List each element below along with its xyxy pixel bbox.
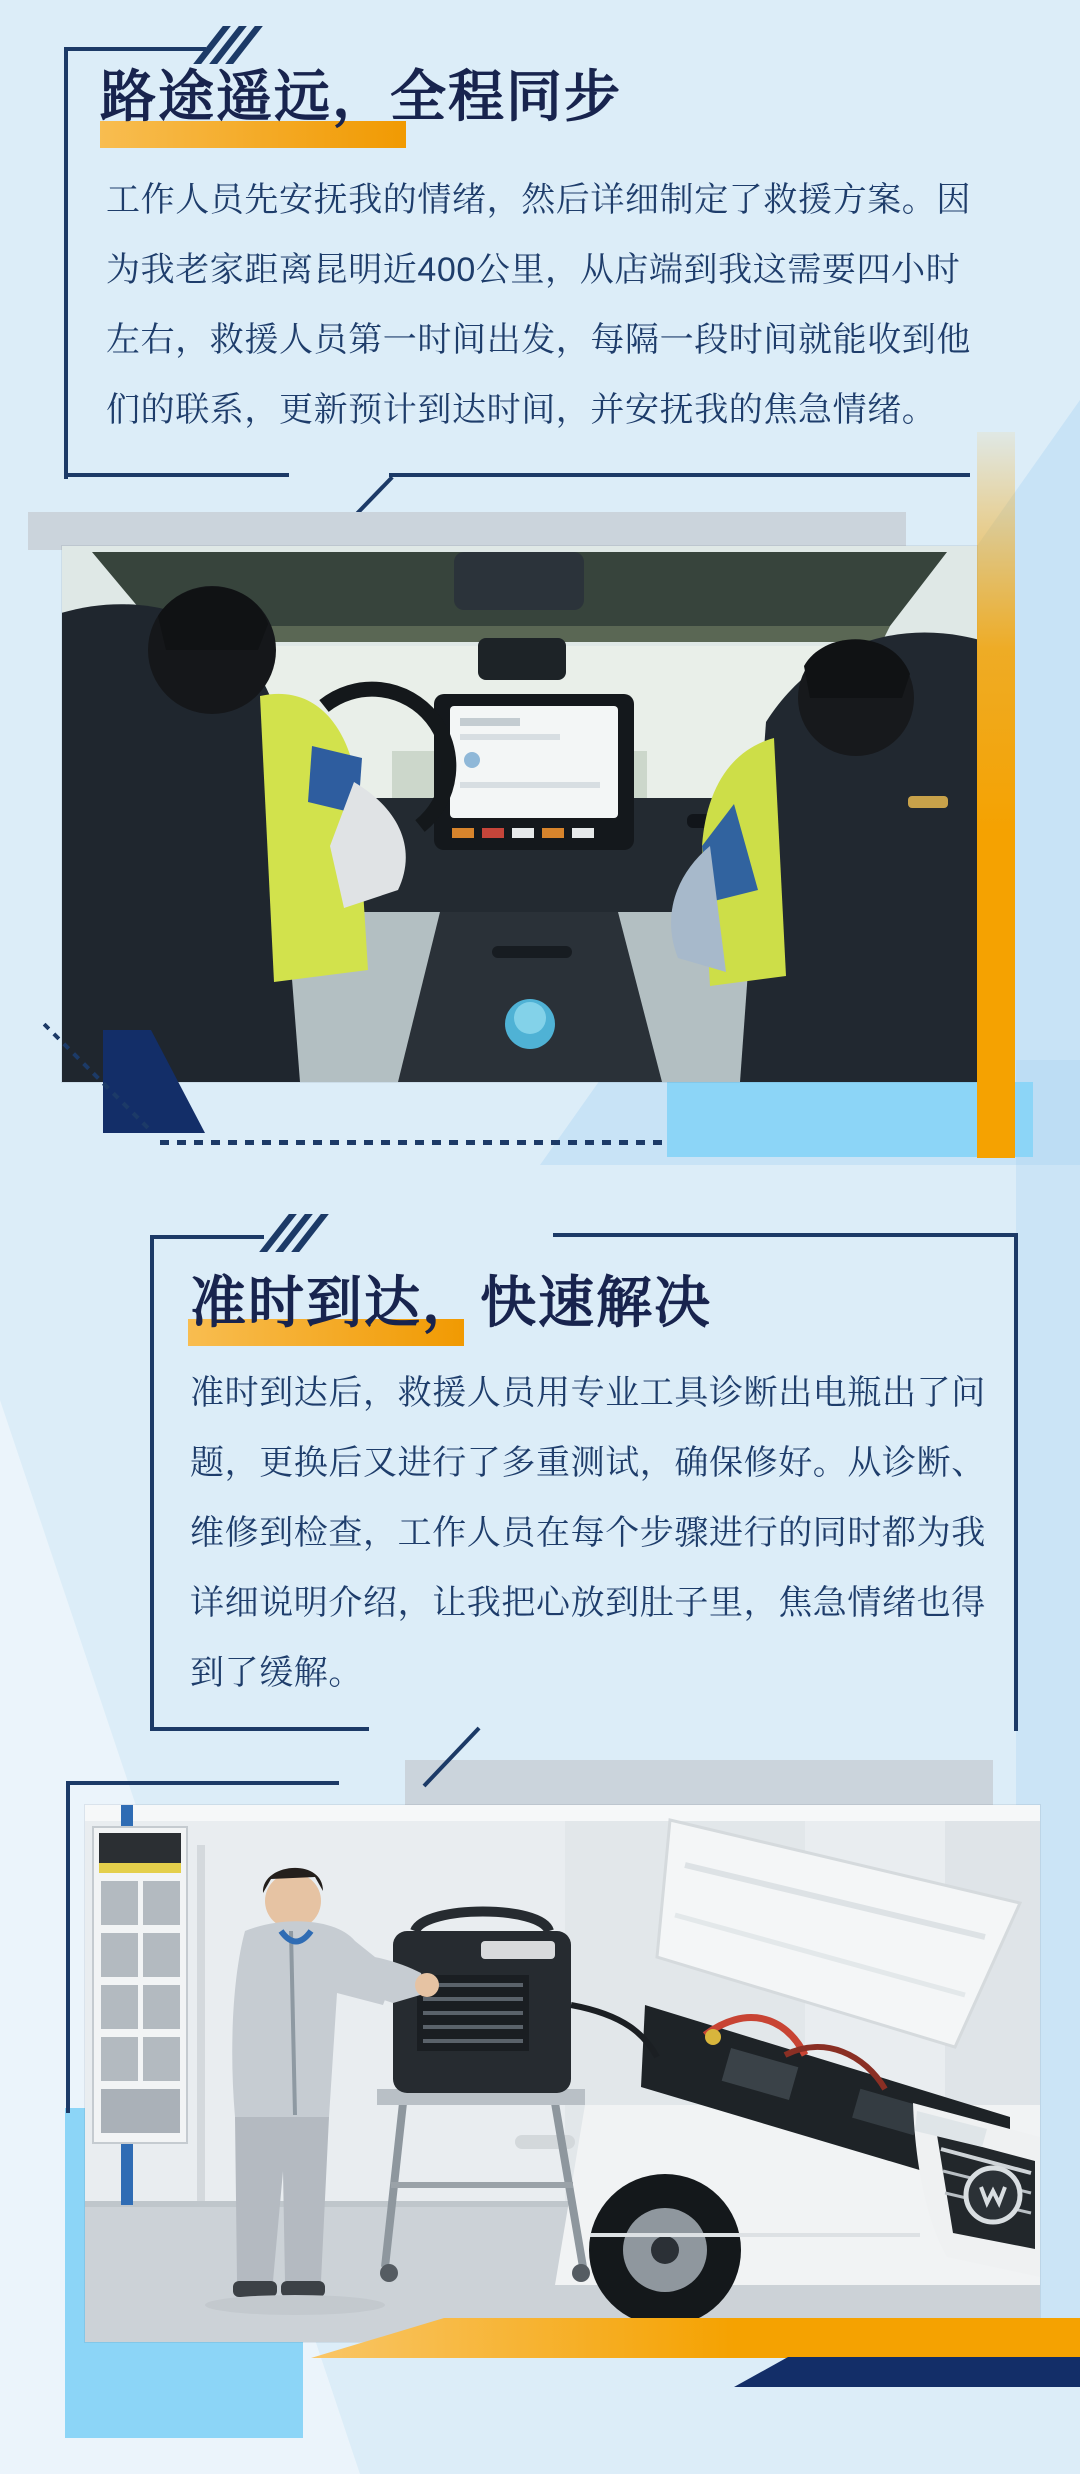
center-console <box>398 912 662 1082</box>
paragraph-line: 到了缓解。 <box>190 1654 363 1692</box>
photo2-gray-band <box>405 1760 993 1806</box>
frame1-bottom-line <box>64 473 289 477</box>
navy-band <box>734 2357 1080 2387</box>
workshop-service-photo <box>85 1805 1040 2342</box>
workshop-illustration <box>85 1805 1040 2342</box>
paragraph-line: 为我老家距离昆明近400公里，从店端到我这需要四小时 <box>106 251 961 289</box>
frame2-right-line <box>1014 1233 1018 1731</box>
paragraph-line: 工作人员先安抚我的情绪，然后详细制定了救援方案。因 <box>106 181 971 219</box>
frame2-top-right-line <box>553 1233 1018 1237</box>
paragraph-line: 左右，救援人员第一时间出发，每隔一段时间就能收到他 <box>106 321 971 359</box>
triple-slash-icon <box>208 26 248 64</box>
triple-slash-icon <box>274 1214 314 1252</box>
frame2-bottom-line <box>150 1727 369 1731</box>
photo1-orange-bar <box>977 432 1015 1158</box>
section2-paragraph <box>190 1358 1010 1708</box>
car-interior-illustration <box>62 546 977 1082</box>
wall-poster <box>93 1827 187 2143</box>
section1-paragraph <box>106 165 1006 445</box>
frame1-callout-line <box>389 473 970 477</box>
frame1-left-line <box>64 47 68 479</box>
orange-band <box>311 2318 1080 2358</box>
dotted-horizontal-line <box>160 1140 664 1145</box>
paragraph-line: 题，更换后又进行了多重测试，确保修好。从诊断、 <box>190 1444 986 1482</box>
frame2-left-line <box>150 1235 154 1731</box>
center-screen <box>434 694 634 850</box>
paragraph-line: 详细说明介绍，让我把心放到肚子里，焦急情绪也得 <box>190 1584 986 1622</box>
paragraph-line: 准时到达后，救援人员用专业工具诊断出电瓶出了问 <box>190 1374 986 1412</box>
rescue-drive-photo <box>62 546 977 1082</box>
frame2-top-left-line <box>150 1235 264 1239</box>
door-detail <box>908 796 948 808</box>
climate-buttons <box>452 828 594 838</box>
section2-heading: 准时到达，快速解决 <box>190 1271 712 1334</box>
photo2-bracket-horizontal <box>66 1781 339 1785</box>
paragraph-line: 们的联系，更新预计到达时间，并安抚我的焦急情绪。 <box>106 391 937 429</box>
section1-heading: 路途遥远，全程同步 <box>100 65 622 128</box>
photo1-gray-band <box>28 512 906 550</box>
photo2-bracket-vertical <box>66 1781 70 2113</box>
frame1-top-line <box>64 47 206 51</box>
paragraph-line: 维修到检查，工作人员在每个步骤进行的同时都为我 <box>190 1514 986 1552</box>
